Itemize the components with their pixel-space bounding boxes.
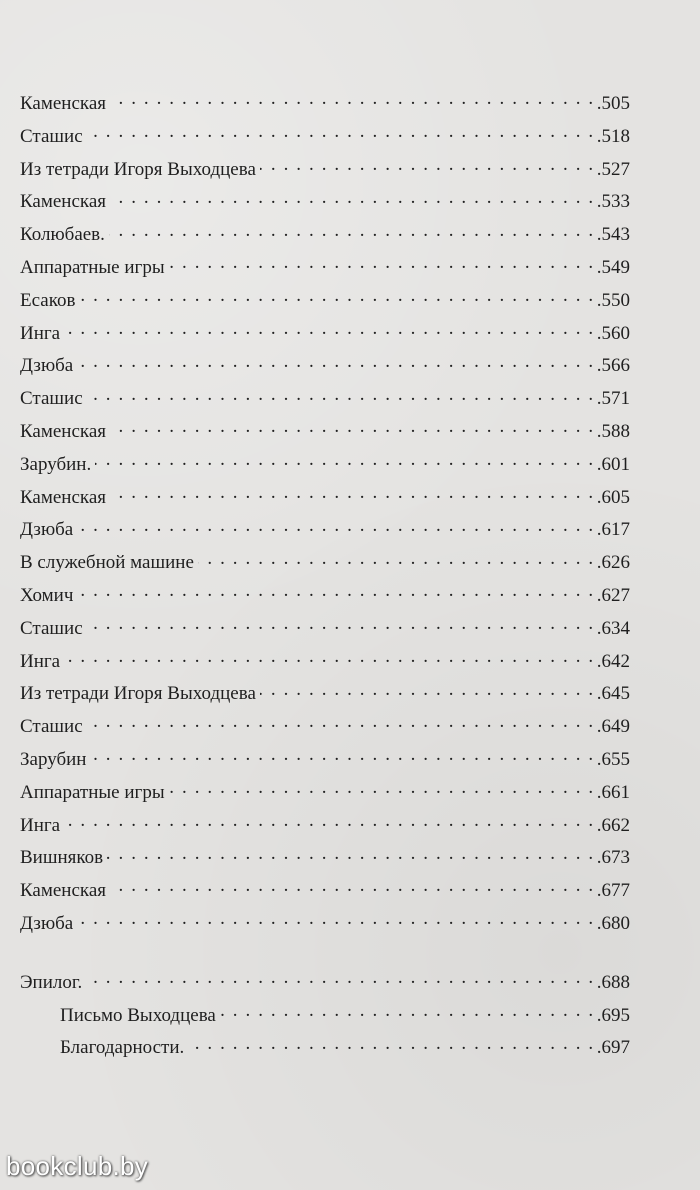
toc-entry-title: Хомич	[20, 584, 74, 606]
dot-leader	[110, 485, 595, 504]
dot-leader	[110, 879, 595, 898]
toc-entry	[20, 449, 630, 482]
dot-leader	[109, 223, 595, 242]
toc-entry-page-number: .661	[596, 781, 630, 803]
toc-entry	[20, 613, 630, 646]
toc-entry	[20, 678, 630, 711]
toc-entry-page-number: .677	[596, 880, 630, 902]
dot-leader	[87, 387, 595, 406]
toc-entry	[20, 88, 630, 121]
toc-entry-title: Сташис	[20, 125, 83, 147]
toc-entry	[20, 908, 630, 941]
toc-entry-title: Колюбаев.	[20, 224, 105, 246]
toc-entry-title: Сташис	[20, 388, 83, 410]
toc-entry-page-number: .549	[596, 256, 630, 278]
toc-entry-page-number: .680	[596, 912, 630, 934]
toc-entry	[20, 482, 630, 515]
toc-entry-page-number: .550	[596, 289, 630, 311]
dot-leader	[64, 321, 595, 340]
toc-entry	[20, 810, 630, 843]
dot-leader	[169, 781, 595, 800]
toc-entry-page-number: .505	[596, 93, 630, 114]
table-of-contents	[20, 88, 630, 1065]
toc-entry-title: Каменская	[20, 486, 107, 508]
toc-entry-page-number: .588	[596, 420, 630, 442]
toc-entry-title: Зарубин.	[20, 453, 92, 475]
toc-entry-title: Каменская	[20, 93, 107, 114]
toc-entry-page-number: .533	[596, 191, 630, 213]
toc-entry	[20, 777, 630, 810]
dot-leader	[260, 157, 595, 176]
dot-leader	[260, 682, 595, 701]
dot-leader	[87, 125, 595, 144]
toc-entry	[20, 383, 630, 416]
toc-entry-page-number: .645	[596, 683, 630, 705]
dot-leader	[90, 748, 594, 767]
toc-entry	[20, 219, 630, 252]
toc-entry-page-number: .566	[596, 355, 630, 377]
toc-entry-title: Инга	[20, 322, 61, 344]
toc-entry-page-number: .605	[596, 486, 630, 508]
toc-entry	[20, 547, 630, 580]
toc-entry-page-number: .655	[596, 748, 630, 770]
toc-entry	[20, 580, 630, 613]
dot-leader	[95, 453, 595, 472]
toc-entry	[20, 967, 630, 1000]
dot-leader	[64, 649, 595, 668]
dot-leader	[110, 92, 595, 111]
toc-section-gap	[20, 941, 630, 967]
toc-entry-page-number: .560	[596, 322, 630, 344]
dot-leader	[77, 584, 594, 603]
watermark-text: bookclub.by	[6, 1151, 149, 1181]
toc-entry	[20, 318, 630, 351]
toc-entry	[20, 186, 630, 219]
toc-entry-title: Сташис	[20, 617, 83, 639]
dot-leader	[198, 551, 595, 570]
dot-leader	[79, 289, 594, 308]
dot-leader	[77, 912, 595, 931]
toc-entry-page-number: .695	[596, 1004, 630, 1026]
toc-entry-page-number: .627	[596, 584, 630, 606]
toc-entry-title: Аппаратные игры	[20, 781, 165, 803]
toc-entry-title: Из тетради Игоря Выходцева	[20, 683, 256, 705]
toc-entry-title: Дзюба	[20, 519, 74, 541]
dot-leader	[110, 420, 595, 439]
toc-entry-title: Инга	[20, 650, 61, 672]
toc-entry-title: Каменская	[20, 191, 107, 213]
dot-leader	[77, 518, 595, 537]
toc-entry	[20, 875, 630, 908]
toc-entry-title: Эпилог.	[20, 971, 83, 993]
toc-entry	[20, 416, 630, 449]
dot-leader	[107, 846, 595, 865]
toc-entry-page-number: .634	[596, 617, 630, 639]
toc-entry	[20, 744, 630, 777]
toc-entry	[20, 285, 630, 318]
toc-entry	[20, 350, 630, 383]
toc-entry-title: Есаков	[20, 289, 76, 311]
dot-leader	[220, 1003, 595, 1022]
toc-entry-page-number: .697	[596, 1037, 630, 1059]
toc-entry	[20, 154, 630, 187]
dot-leader	[87, 617, 595, 636]
toc-entry	[20, 121, 630, 154]
toc-entry-page-number: .518	[596, 125, 630, 147]
toc-entry	[20, 1032, 630, 1065]
toc-entry-title: Вишняков	[20, 847, 104, 869]
toc-entry-page-number: .571	[596, 388, 630, 410]
dot-leader	[87, 715, 595, 734]
dot-leader	[110, 190, 595, 209]
toc-entry-title: В служебной машине	[20, 552, 194, 574]
toc-entry-page-number: .617	[596, 519, 630, 541]
toc-entry-page-number: .601	[596, 453, 630, 475]
toc-entry-page-number: .527	[596, 158, 630, 180]
toc-entry	[20, 842, 630, 875]
toc-entry	[20, 711, 630, 744]
dot-leader	[64, 813, 595, 832]
toc-entry-page-number: .649	[596, 716, 630, 738]
toc-entry	[20, 514, 630, 547]
toc-entry-title: Каменская	[20, 880, 107, 902]
dot-leader	[169, 256, 595, 275]
toc-entry-title: Письмо Выходцева	[60, 1004, 216, 1026]
toc-entry-page-number: .673	[596, 847, 630, 869]
toc-main-list	[20, 88, 630, 941]
toc-entry-page-number: .543	[596, 224, 630, 246]
toc-entry-title: Из тетради Игоря Выходцева	[20, 158, 256, 180]
dot-leader	[188, 1036, 595, 1055]
toc-entry	[20, 252, 630, 285]
toc-entry-title: Инга	[20, 814, 61, 836]
toc-entry-title: Дзюба	[20, 355, 74, 377]
toc-entry-page-number: .642	[596, 650, 630, 672]
toc-entry-title: Аппаратные игры	[20, 256, 165, 278]
toc-entry-page-number: .662	[596, 814, 630, 836]
toc-entry-title: Зарубин	[20, 748, 87, 770]
toc-entry-title: Сташис	[20, 716, 83, 738]
toc-entry-title: Дзюба	[20, 912, 74, 934]
toc-entry-title: Благодарности.	[60, 1037, 185, 1059]
dot-leader	[77, 354, 595, 373]
toc-entry	[20, 646, 630, 679]
toc-entry-page-number: .688	[596, 971, 630, 993]
dot-leader	[86, 971, 594, 990]
toc-entry	[20, 1000, 630, 1033]
toc-entry-page-number: .626	[596, 552, 630, 574]
toc-entry-title: Каменская	[20, 420, 107, 442]
toc-epilogue-list	[20, 967, 630, 1065]
